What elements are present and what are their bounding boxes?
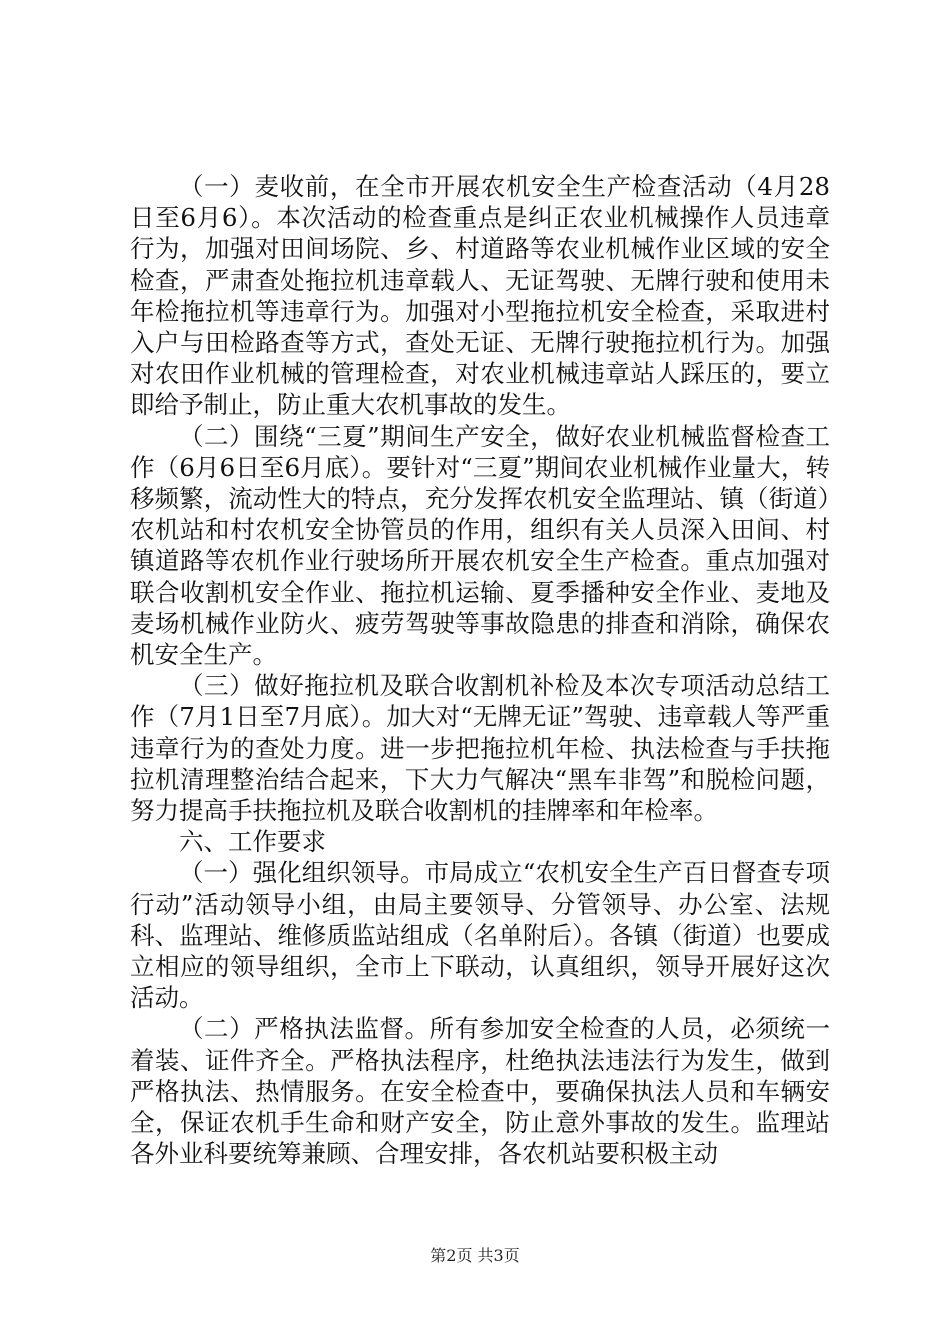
paragraph-1: （一）麦收前，在全市开展农机安全生产检查活动（4月28日至6月6）。本次活动的检查重点是纠正农业机械操作人员违章行为，加强对田间场院、乡、村道路等农业机械作业区域的安全检查，严肃查处拖拉机违章载人、无证驾驶、无牌行驶和使用未年检拖拉机等违章行为。加强对小型拖拉机安全检查，采取进村入户与田检路查等方式，查处无证、无牌行驶拖拉机行为。加强对农田作业机械的管理检查，对农业机械违章站人踩压的，要立即给予制止，防止重大农机事故的发生。 [130, 172, 830, 420]
section-heading: 六、工作要求 [179, 827, 326, 857]
paragraph-5: （二）严格执法监督。所有参加安全检查的人员，必须统一着装、证件齐全。严格执法程序，杜绝执法违法行为发生，做到严格执法、热情服务。在安全检查中，要确保执法人员和车辆安全，保证农机手生命和财产安全，防止意外事故的发生。监理站各外业科要统筹兼顾、合理安排，各农机站要积极主动 [130, 1014, 830, 1169]
paragraph-4: （一）强化组织领导。市局成立“农机安全生产百日督查专项行动”活动领导小组，由局主要领导、分管领导、办公室、法规科、监理站、维修质监站组成（名单附后）。各镇（街道）也要成立相应的领导组织，全市上下联动，认真组织，领导开展好这次活动。 [130, 858, 830, 1013]
paragraph-2: （二）围绕“三夏”期间生产安全，做好农业机械监督检查工作（6月6日至6月底）。要针对“三夏”期间农业机械作业量大，转移频繁，流动性大的特点，充分发挥农机安全监理站、镇（街道）农机站和村农机安全协管员的作用，组织有关人员深入田间、村镇道路等农机作业行驶场所开展农机安全生产检查。重点加强对联合收割机安全作业、拖拉机运输、夏季播种安全作业、麦地及麦场机械作业防火、疲劳驾驶等事故隐患的排查和消除，确保农机安全生产。 [130, 421, 830, 670]
page-number-footer: 第2页 共3页 [430, 1246, 520, 1265]
document-body [130, 171, 830, 1170]
paragraph-3: （三）做好拖拉机及联合收割机补检及本次专项活动总结工作（7月1日至7月底）。加大对“无牌无证”驾驶、违章载人等严重违章行为的查处力度。进一步把拖拉机年检、执法检查与手扶拖拉机清理整治结合起来，下大力气解决“黑车非驾”和脱检问题，努力提高手扶拖拉机及联合收割机的挂牌率和年检率。 [130, 671, 830, 826]
